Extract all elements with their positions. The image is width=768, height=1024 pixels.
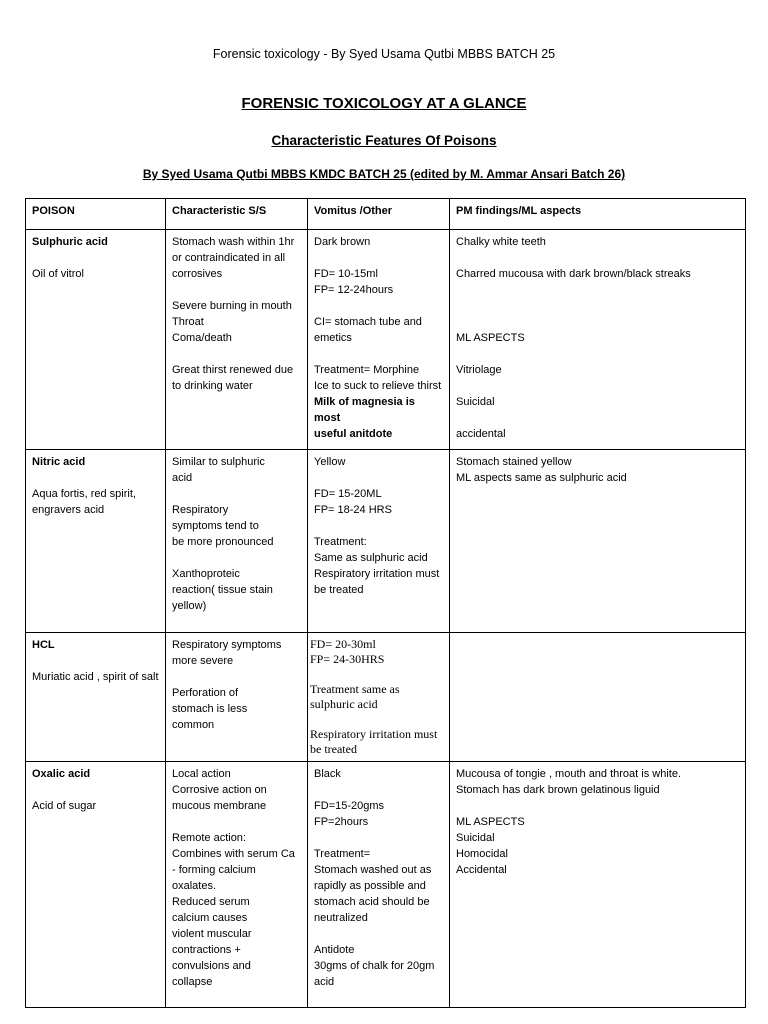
- vomitus-line: Dark brown: [314, 236, 371, 248]
- vomitus-cell: [308, 633, 450, 762]
- column-header-poison: POISON: [26, 199, 166, 230]
- ss-line: Great thirst renewed due: [172, 364, 294, 376]
- ss-line: stomach is less: [172, 703, 248, 715]
- ss-line: Similar to sulphuric: [172, 456, 265, 468]
- ss-line: oxalates.: [172, 880, 217, 892]
- ss-line: Perforation of: [172, 687, 239, 699]
- column-header-vomitus: Vomitus /Other: [308, 199, 450, 230]
- poison-alias: Muriatic acid , spirit of salt: [32, 671, 159, 683]
- vomitus-line: be treated: [314, 584, 364, 596]
- vomitus-line: Same as sulphuric acid: [314, 552, 428, 564]
- vomitus-line: Treatment same as: [310, 682, 400, 696]
- poison-name: HCL: [32, 639, 55, 651]
- vomitus-cell: [308, 762, 450, 1008]
- ss-cell: [166, 762, 308, 1008]
- pm-line: Accidental: [456, 864, 507, 876]
- vomitus-line: Yellow: [314, 456, 346, 468]
- vomitus-line: FP= 18-24 HRS: [314, 504, 392, 516]
- poison-cell: [26, 450, 166, 633]
- ss-line: be more pronounced: [172, 536, 274, 548]
- pm-cell: [450, 450, 746, 633]
- ss-line: symptoms tend to: [172, 520, 259, 532]
- vomitus-line: FD= 15-20ML: [314, 488, 382, 500]
- ss-line: Remote action:: [172, 832, 246, 844]
- pm-line: Stomach stained yellow: [456, 456, 572, 468]
- vomitus-line: rapidly as possible and: [314, 880, 426, 892]
- vomitus-cell: [308, 450, 450, 633]
- vomitus-line: Ice to suck to relieve thirst: [314, 380, 442, 392]
- poison-cell: [26, 762, 166, 1008]
- pm-line: Stomach has dark brown gelatinous liguid: [456, 784, 660, 796]
- poison-alias: Aqua fortis, red spirit, engravers acid: [32, 488, 136, 516]
- pm-line: accidental: [456, 428, 506, 440]
- pm-line: Suicidal: [456, 832, 495, 844]
- ss-line: Reduced serum: [172, 896, 250, 908]
- ss-line: Respiratory: [172, 504, 229, 516]
- vomitus-line: FD= 10-15ml: [314, 268, 378, 280]
- ss-cell: [166, 633, 308, 762]
- table-header-row: [26, 199, 746, 230]
- ss-line: convulsions and: [172, 960, 251, 972]
- poisons-table: [25, 198, 746, 1008]
- ss-line: collapse: [172, 976, 213, 988]
- vomitus-line: neutralized: [314, 912, 368, 924]
- pm-line: ML aspects same as sulphuric acid: [456, 472, 627, 484]
- poison-name: Sulphuric acid: [32, 236, 108, 248]
- ss-line: contractions +: [172, 944, 241, 956]
- pm-line: ML ASPECTS: [456, 816, 525, 828]
- vomitus-line: FP=2hours: [314, 816, 369, 828]
- ss-cell: [166, 450, 308, 633]
- table-row-sulphuric-acid: [26, 230, 746, 450]
- page-subtitle: Characteristic Features Of Poisons: [271, 133, 497, 148]
- vomitus-line: 30gms of chalk for 20gm: [314, 960, 435, 972]
- vomitus-line: Respiratory irritation must: [310, 727, 438, 741]
- vomitus-line: acid: [314, 976, 335, 988]
- page-header: Forensic toxicology - By Syed Usama Qutbi MBBS BATCH 25: [212, 47, 556, 61]
- ss-line: Severe burning in mouth: [172, 300, 292, 312]
- ss-line: Local action: [172, 768, 231, 780]
- ss-line: Throat: [172, 316, 204, 328]
- vomitus-line: FD= 20-30ml: [310, 637, 376, 651]
- vomitus-line: Black: [314, 768, 341, 780]
- ss-cell: [166, 230, 308, 450]
- vomitus-line: FD=15-20gms: [314, 800, 385, 812]
- column-header-pm: PM findings/ML aspects: [450, 199, 746, 230]
- vomitus-line: Stomach washed out as: [314, 864, 432, 876]
- ss-line: acid: [172, 472, 193, 484]
- table-row-nitric-acid: [26, 450, 746, 633]
- vomitus-cell: [308, 230, 450, 450]
- column-header-ss: Characteristic S/S: [166, 199, 308, 230]
- antidote-line: Milk of magnesia is most: [314, 396, 415, 424]
- vomitus-line: Antidote: [314, 944, 355, 956]
- vomitus-line: stomach acid should be: [314, 896, 430, 908]
- poison-alias: Oil of vitrol: [32, 268, 84, 280]
- ss-line: yellow): [172, 600, 207, 612]
- pm-cell: [450, 762, 746, 1008]
- poison-cell: [26, 230, 166, 450]
- ss-line: corrosives: [172, 268, 223, 280]
- vomitus-line: CI= stomach tube and: [314, 316, 422, 328]
- vomitus-line: Treatment:: [314, 536, 367, 548]
- ss-line: Xanthoproteic: [172, 568, 240, 580]
- pm-line: Homocidal: [456, 848, 508, 860]
- vomitus-line: FP= 24-30HRS: [310, 652, 385, 666]
- antidote-line: useful anitdote: [314, 428, 393, 440]
- page-title: FORENSIC TOXICOLOGY AT A GLANCE: [241, 95, 527, 112]
- pm-line: Mucousa of tongie , mouth and throat is white.: [456, 768, 682, 780]
- pm-line: Charred mucousa with dark brown/black streaks: [456, 268, 691, 280]
- pm-line: Chalky white teeth: [456, 236, 546, 248]
- ss-line: common: [172, 719, 215, 731]
- vomitus-line: emetics: [314, 332, 352, 344]
- vomitus-line: FP= 12-24hours: [314, 284, 394, 296]
- vomitus-line: be treated: [310, 742, 357, 756]
- vomitus-line: sulphuric acid: [310, 697, 378, 711]
- ss-line: violent muscular: [172, 928, 252, 940]
- ss-line: more severe: [172, 655, 234, 667]
- poison-cell: [26, 633, 166, 762]
- pm-cell: [450, 230, 746, 450]
- ss-line: Respiratory symptoms: [172, 639, 282, 651]
- vomitus-line: Treatment=: [314, 848, 371, 860]
- ss-line: calcium causes: [172, 912, 248, 924]
- table-row-oxalic-acid: [26, 762, 746, 1008]
- pm-line: ML ASPECTS: [456, 332, 525, 344]
- poison-name: Oxalic acid: [32, 768, 91, 780]
- ss-line: mucous membrane: [172, 800, 267, 812]
- ss-line: Coma/death: [172, 332, 232, 344]
- ss-line: to drinking water: [172, 380, 253, 392]
- ss-line: reaction( tissue stain: [172, 584, 273, 596]
- vomitus-line: Treatment= Morphine: [314, 364, 420, 376]
- table-row-hcl: [26, 633, 746, 762]
- vomitus-line: Respiratory irritation must: [314, 568, 440, 580]
- author-byline: By Syed Usama Qutbi MBBS KMDC BATCH 25 (edited by M. Ammar Ansari Batch 26): [142, 167, 626, 181]
- ss-line: or contraindicated in all: [172, 252, 286, 264]
- poison-name: Nitric acid: [32, 456, 86, 468]
- pm-line: Vitriolage: [456, 364, 502, 376]
- ss-line: Corrosive action on: [172, 784, 267, 796]
- ss-line: - forming calcium: [172, 864, 256, 876]
- ss-line: Combines with serum Ca: [172, 848, 295, 860]
- pm-line: Suicidal: [456, 396, 495, 408]
- pm-cell: [450, 633, 746, 762]
- ss-line: Stomach wash within 1hr: [172, 236, 295, 248]
- poison-alias: Acid of sugar: [32, 800, 97, 812]
